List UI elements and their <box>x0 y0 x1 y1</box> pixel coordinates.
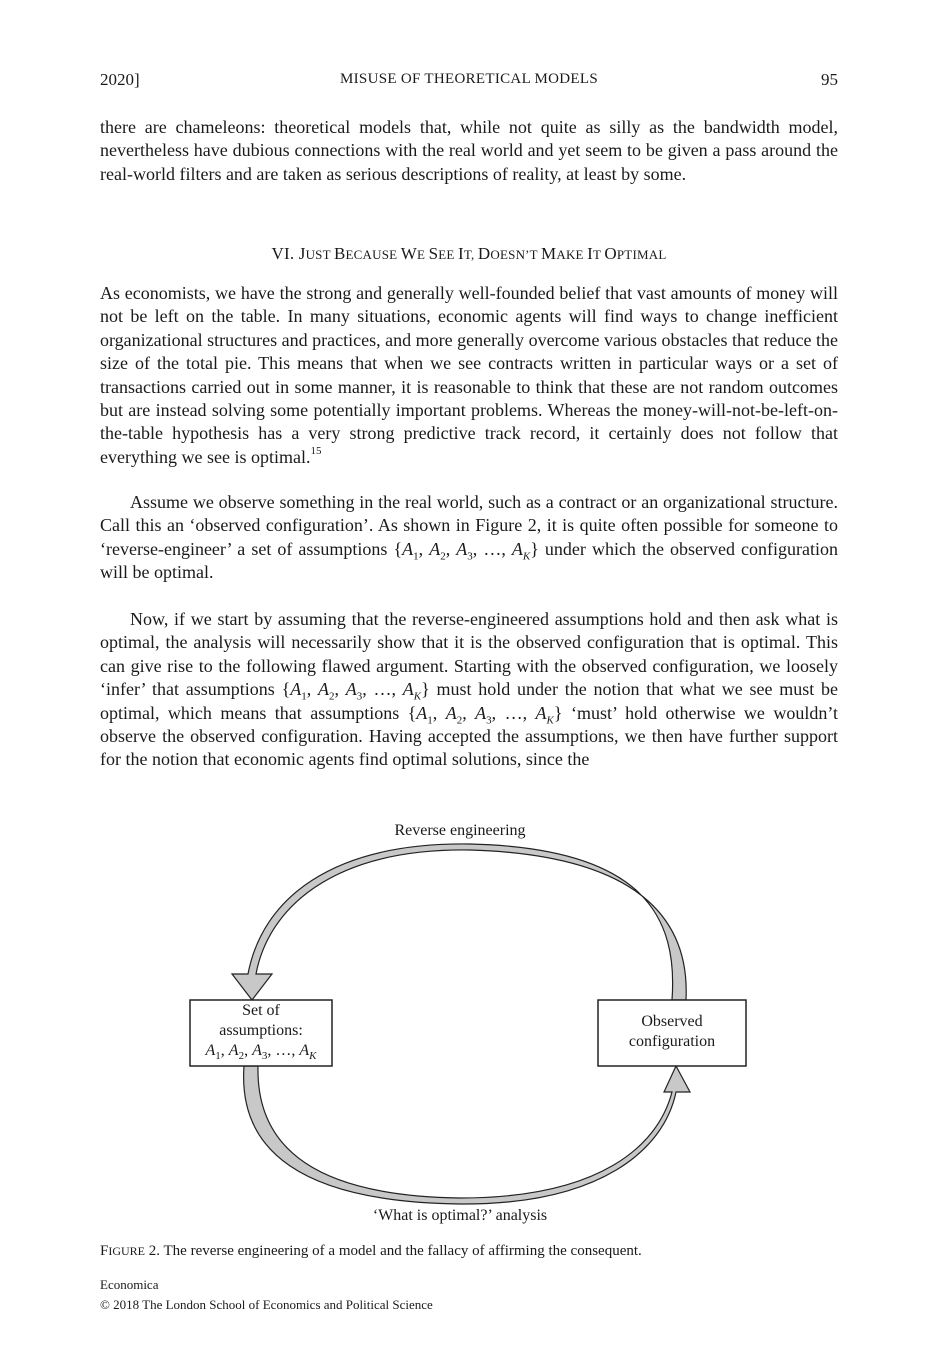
heading-rest: EE <box>438 247 458 262</box>
assumptions-box-line1: Set of <box>242 1002 280 1019</box>
brace-close: } <box>553 702 563 723</box>
figure-2 <box>0 800 950 1240</box>
heading-initial: D <box>477 244 491 263</box>
heading-rest: T, <box>463 247 478 262</box>
assumptions-box-formula <box>192 1041 330 1061</box>
var-ak: A <box>299 1042 310 1059</box>
brace-close: } <box>421 679 430 700</box>
caption-label-initial: F <box>100 1243 109 1259</box>
var-a: A <box>416 702 428 723</box>
ellipsis: … <box>275 1042 292 1059</box>
var-a1: A <box>205 1042 216 1059</box>
sub-1: 1 <box>215 1050 221 1063</box>
heading-initial: S <box>428 244 439 263</box>
brace-close: } <box>530 538 539 559</box>
var-a: A <box>445 702 457 723</box>
subscript: 3 <box>467 550 473 563</box>
separator: , <box>462 702 476 723</box>
heading-initial: O <box>604 244 617 263</box>
subscript: 1 <box>413 550 419 563</box>
separator: , <box>501 538 512 559</box>
figure-caption <box>100 1243 838 1260</box>
subscript: K <box>522 550 531 563</box>
heading-rest: AKE <box>556 247 588 262</box>
sub-3: 3 <box>261 1050 268 1063</box>
var-a: A <box>345 679 357 700</box>
footnote-marker: 15 <box>310 444 322 457</box>
figure-2-diagram <box>0 800 950 1240</box>
separator: , <box>491 702 505 723</box>
brace-open: { <box>393 538 403 559</box>
separator: , <box>445 538 457 559</box>
paragraph-observed-configuration <box>100 491 838 585</box>
brace-open: { <box>407 702 417 723</box>
what-is-optimal-arrow <box>244 1066 690 1204</box>
observed-configuration-text <box>600 1012 744 1052</box>
reverse-engineering-arrow <box>232 844 686 1000</box>
assumptions-box-text <box>192 1001 330 1061</box>
heading-initial: I <box>457 244 464 263</box>
heading-rest: UST <box>305 247 334 262</box>
var-a: A <box>402 538 414 559</box>
sub-2: 2 <box>238 1050 245 1063</box>
heading-initial: I <box>587 244 594 263</box>
heading-initial: J <box>298 244 306 263</box>
reverse-engineering-label: Reverse engineering <box>394 822 526 839</box>
section-heading <box>100 244 838 264</box>
separator: , <box>522 702 536 723</box>
paragraph-text: under which the observed configuration will be optimal. <box>100 538 839 583</box>
assumption-set <box>407 702 563 727</box>
paragraph-text: must hold under the notion that what we see must be optimal, which means that assumptions <box>100 679 839 723</box>
heading-rest: T <box>593 247 605 262</box>
running-head-title: MISUSE OF THEORETICAL MODELS <box>340 71 598 87</box>
sub-k: K <box>309 1050 317 1063</box>
var-a: A <box>456 538 468 559</box>
heading-initial: W <box>400 244 417 263</box>
ellipsis: … <box>373 679 392 700</box>
subscript: 1 <box>301 690 307 703</box>
separator: , <box>334 679 346 700</box>
subscript: K <box>413 690 422 703</box>
subscript: K <box>546 714 554 727</box>
heading-rest: ECAUSE <box>345 247 401 262</box>
paragraph-flawed-argument <box>100 608 838 772</box>
observed-configuration-line2: configuration <box>628 1033 716 1050</box>
what-is-optimal-label: ‘What is optimal?’ analysis <box>372 1207 548 1224</box>
caption-text: The reverse engineering of a model and the fallacy of affirming the consequent. <box>163 1243 642 1259</box>
subscript: 2 <box>456 714 463 727</box>
paragraph-chameleons: there are chameleons: theoretical models that, while not quite as silly as the bandwidth model, nevertheless have dubious connections with the real world and yet seem to be given a pass around the real-world filters and are taken as serious descriptions of reality, at least by some. <box>100 117 838 184</box>
ellipsis: … <box>483 538 502 559</box>
heading-initial: B <box>333 244 346 263</box>
ellipsis: … <box>504 702 523 723</box>
paragraph-text: Now, if we start by assuming that the reverse-engineered assumptions hold and then ask what is optimal, the analysis will necessarily show that it is the observed configuration that is optimal. This can give rise to the following flawed argument. Starting with the observed configuration, we loosely ‘infer’ that assumptions <box>100 609 838 700</box>
assumptions-box-line2: assumptions: <box>219 1022 303 1039</box>
separator: , <box>306 679 318 700</box>
caption-label-rest: IGURE <box>108 1244 146 1258</box>
var-a: A <box>511 538 523 559</box>
brace-open: { <box>281 679 291 700</box>
assumption-set <box>281 679 430 703</box>
var-a: A <box>475 702 487 723</box>
paragraph-text: ‘must’ hold otherwise we wouldn’t observe the observed configuration. Having accepted the assumptions, we then have further support for the notion that economic agents find optimal solutions, since the <box>100 702 839 770</box>
separator: , <box>391 679 403 700</box>
running-head <box>100 70 838 94</box>
separator: , <box>432 702 446 723</box>
var-a3: A <box>252 1042 262 1059</box>
subscript: 3 <box>486 714 492 727</box>
heading-rest: E <box>416 247 429 262</box>
section-numeral: VI. <box>271 244 299 263</box>
footer-journal: Economica <box>100 1277 159 1292</box>
var-a: A <box>535 702 547 723</box>
separator: , <box>472 538 484 559</box>
subscript: 2 <box>328 690 335 703</box>
heading-rest: OESN’T <box>490 247 542 262</box>
var-a: A <box>290 679 302 700</box>
var-a: A <box>402 679 414 700</box>
var-a2: A <box>228 1042 239 1059</box>
sep: , <box>220 1042 229 1059</box>
heading-initial: M <box>541 244 557 263</box>
paragraph-text: Assume we observe something in the real world, such as a contract or an organizational structure. Call this an ‘observed configuration’. As shown in Figure 2, it is quite often possible for someone to ‘reverse-engineer’ a set of assumptions <box>100 492 838 559</box>
sep: , <box>267 1042 276 1059</box>
var-a: A <box>429 538 441 559</box>
page-number: 95 <box>821 70 838 89</box>
subscript: 1 <box>427 714 433 727</box>
running-head-year: 2020] <box>100 70 140 89</box>
caption-number: 2. <box>145 1243 164 1259</box>
var-a: A <box>317 679 329 700</box>
heading-rest: PTIMAL <box>616 247 667 262</box>
separator: , <box>418 538 430 559</box>
footer-copyright: © 2018 The London School of Economics and Political Science <box>100 1297 433 1312</box>
sep: , <box>244 1042 253 1059</box>
separator: , <box>362 679 374 700</box>
subscript: 3 <box>356 690 363 703</box>
sep: , <box>291 1042 300 1059</box>
subscript: 2 <box>440 550 446 563</box>
paragraph-money-on-table <box>100 282 838 469</box>
assumption-set <box>393 538 539 563</box>
paragraph-text: As economists, we have the strong and generally well-founded belief that vast amounts of money will not be left on the table. In many situations, economic agents will find ways to change inefficient organizational structures and practices, and more generally overcome various obstacles that reduce the size of the total pie. This means that when we see contracts written in particular ways or a set of transactions carried out in some manner, it is reasonable to think that these are not random outcomes but are instead solving some potentially important problems. Whereas the money-will-not-be-left-on-the-table hypothesis has a very strong predictive track record, it certainly does not follow that everything we see is optimal. <box>100 283 838 467</box>
observed-configuration-line1: Observed <box>641 1013 703 1030</box>
